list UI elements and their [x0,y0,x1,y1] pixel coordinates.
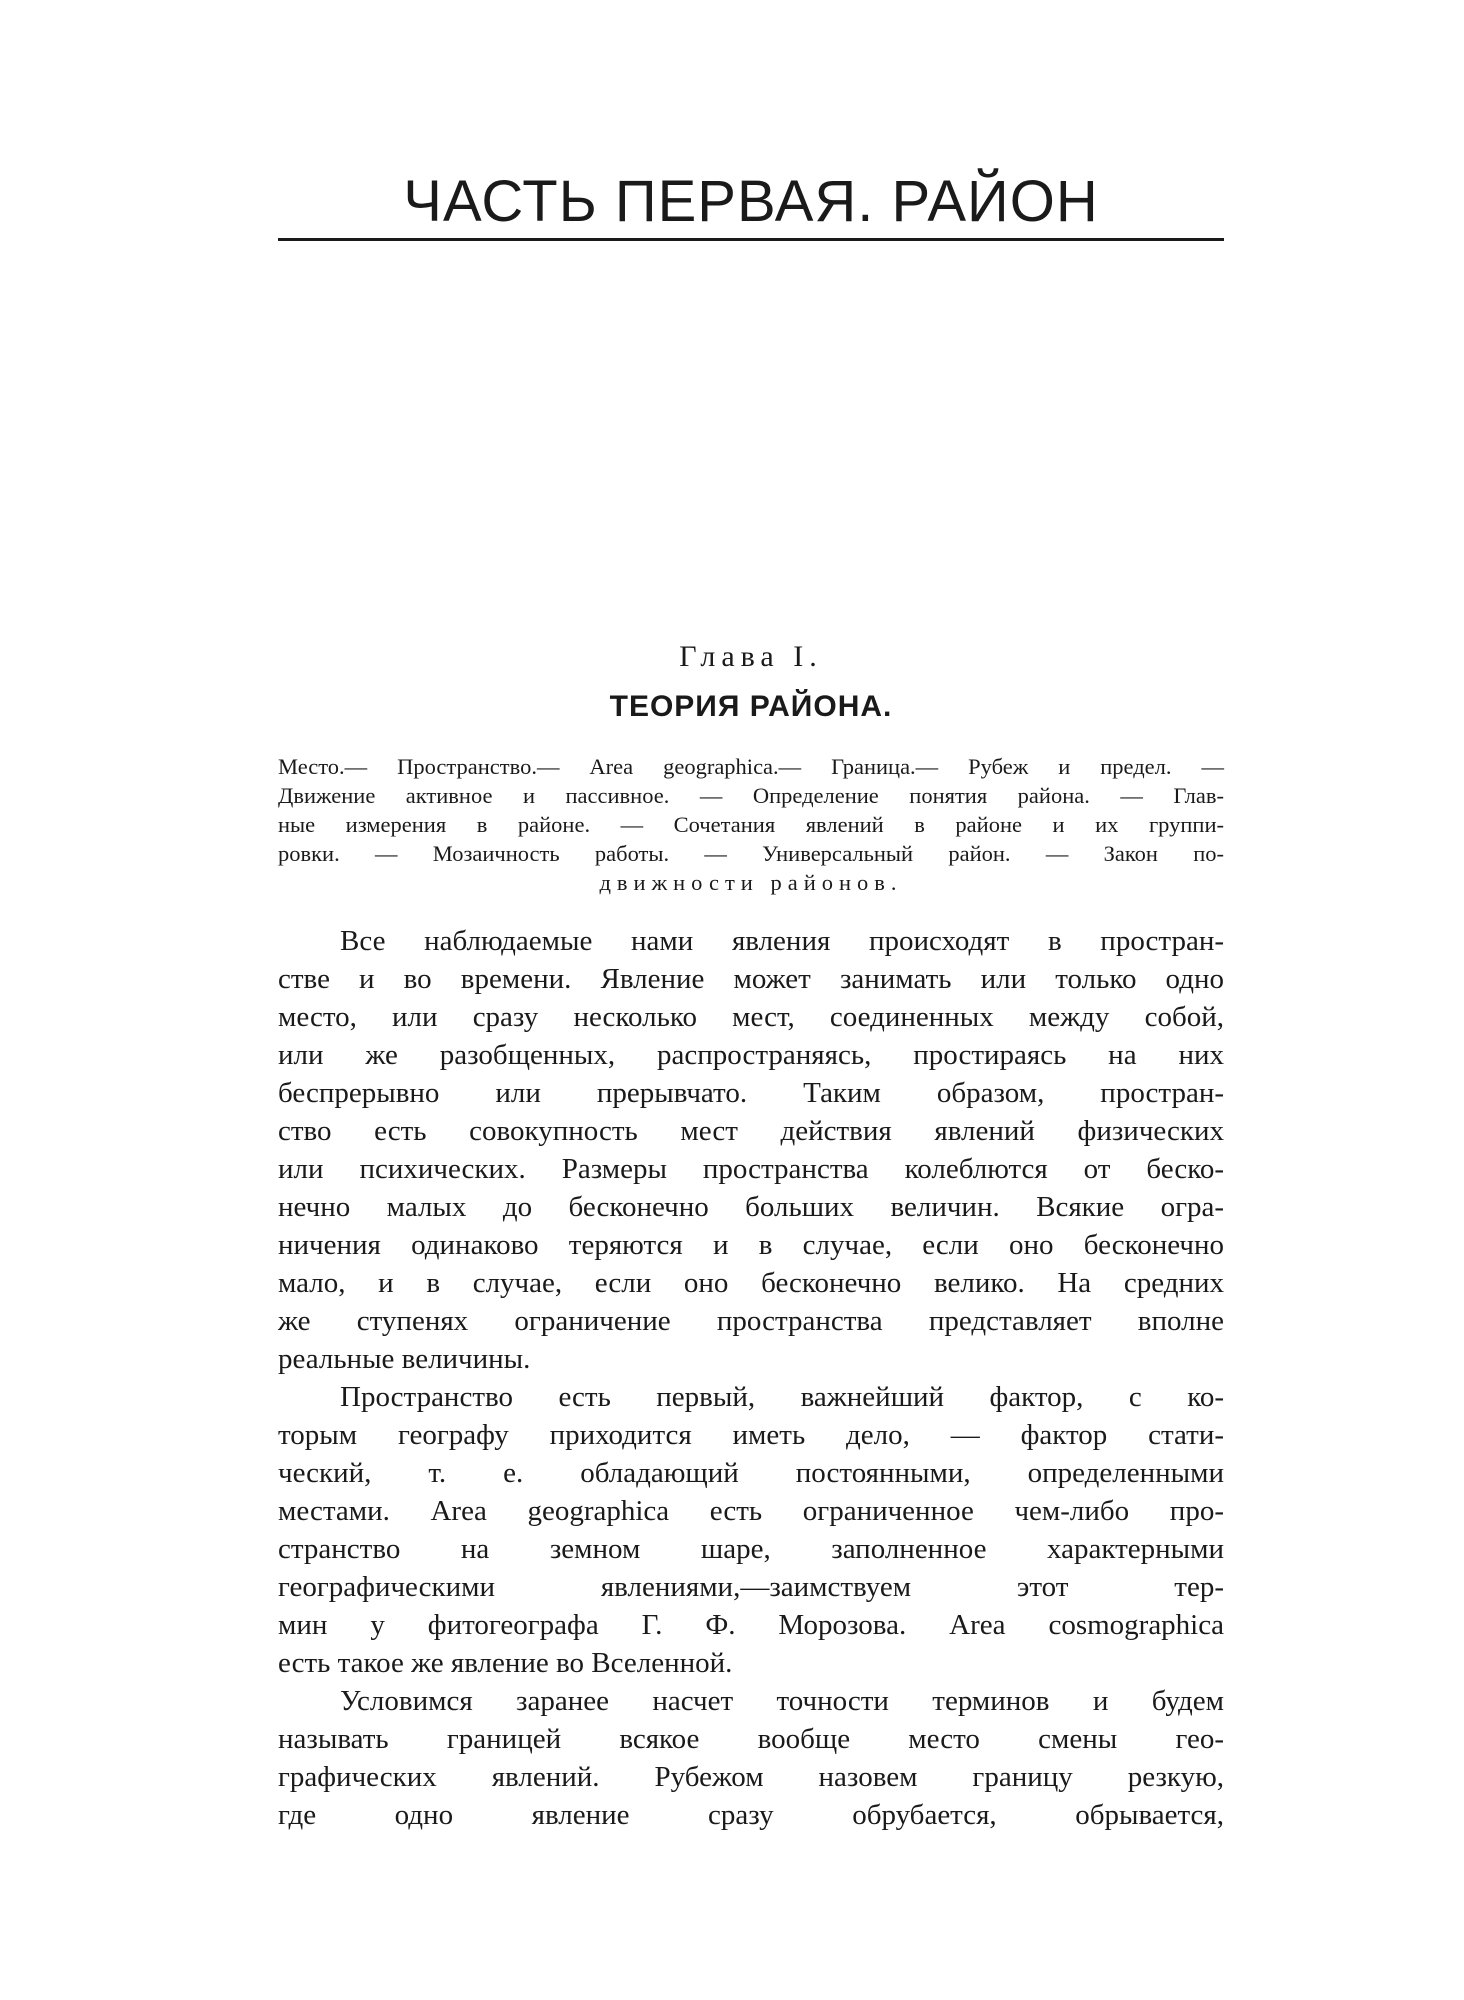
text-line: местами. Area geographica есть ограниченное чем-либо про- [278,1495,1224,1527]
text-line: реальные величины. [278,1343,531,1375]
chapter-summary [278,752,1224,897]
text-line: ческий, т. е. обладающий постоянными, определенными [278,1457,1224,1489]
text-line: где одно явление сразу обрубается, обрывается, [278,1799,1224,1831]
body-text [278,922,1224,1834]
text-line: Все наблюдаемые нами явления происходят в простран- [340,925,1224,957]
text-line: или же разобщенных, распространяясь, простираясь на них [278,1039,1224,1071]
summary-line: движности районов. [599,870,903,895]
text-line: беспрерывно или прерывчато. Таким образом, простран- [278,1077,1224,1109]
text-line: же ступенях ограничение пространства представляет вполне [278,1305,1224,1337]
text-line: графических явлений. Рубежом назовем границу резкую, [278,1761,1224,1793]
text-line: мало, и в случае, если оно бесконечно велико. На средних [278,1267,1224,1299]
summary-line: Место.— Пространство.— Area geographica.— Граница.— Рубеж и предел. — [278,754,1224,779]
text-line: Пространство есть первый, важнейший фактор, с ко- [340,1381,1224,1413]
text-line: стве и во времени. Явление может занимать или только одно [278,963,1224,995]
text-line: называть границей всякое вообще место смены гео- [278,1723,1224,1755]
summary-line: ровки. — Мозаичность работы. — Универсальный район. — Закон по- [278,841,1224,866]
text-line: или психических. Размеры пространства колеблются от беско- [278,1153,1224,1185]
part-title: ЧАСТЬ ПЕРВАЯ. РАЙОН [403,169,1099,234]
text-line: мин у фитогеографа Г. Ф. Морозова. Area cosmographica [278,1609,1224,1641]
text-line: географическими явлениями,—заимствуем этот тер- [278,1571,1224,1603]
summary-line: Движение активное и пассивное. — Определение понятия района. — Глав- [278,783,1224,808]
text-line: место, или сразу несколько мест, соединенных между собой, [278,1001,1224,1033]
text-line: есть такое же явление во Вселенной. [278,1647,733,1679]
chapter-title: ТЕОРИЯ РАЙОНА. [609,690,893,723]
text-line: Условимся заранее насчет точности терминов и будем [340,1685,1224,1717]
text-line: странство на земном шаре, заполненное характерными [278,1533,1224,1565]
text-line: нечно малых до бесконечно больших величин. Всякие огра- [278,1191,1224,1223]
text-line: ничения одинаково теряются и в случае, если оно бесконечно [278,1229,1224,1261]
title-underline [278,238,1224,241]
chapter-number: Глава I. [679,640,823,673]
text-line: ство есть совокупность мест действия явлений физических [278,1115,1224,1147]
text-line: торым географу приходится иметь дело, — фактор стати- [278,1419,1224,1451]
summary-line: ные измерения в районе. — Сочетания явлений в районе и их группи- [278,812,1224,837]
